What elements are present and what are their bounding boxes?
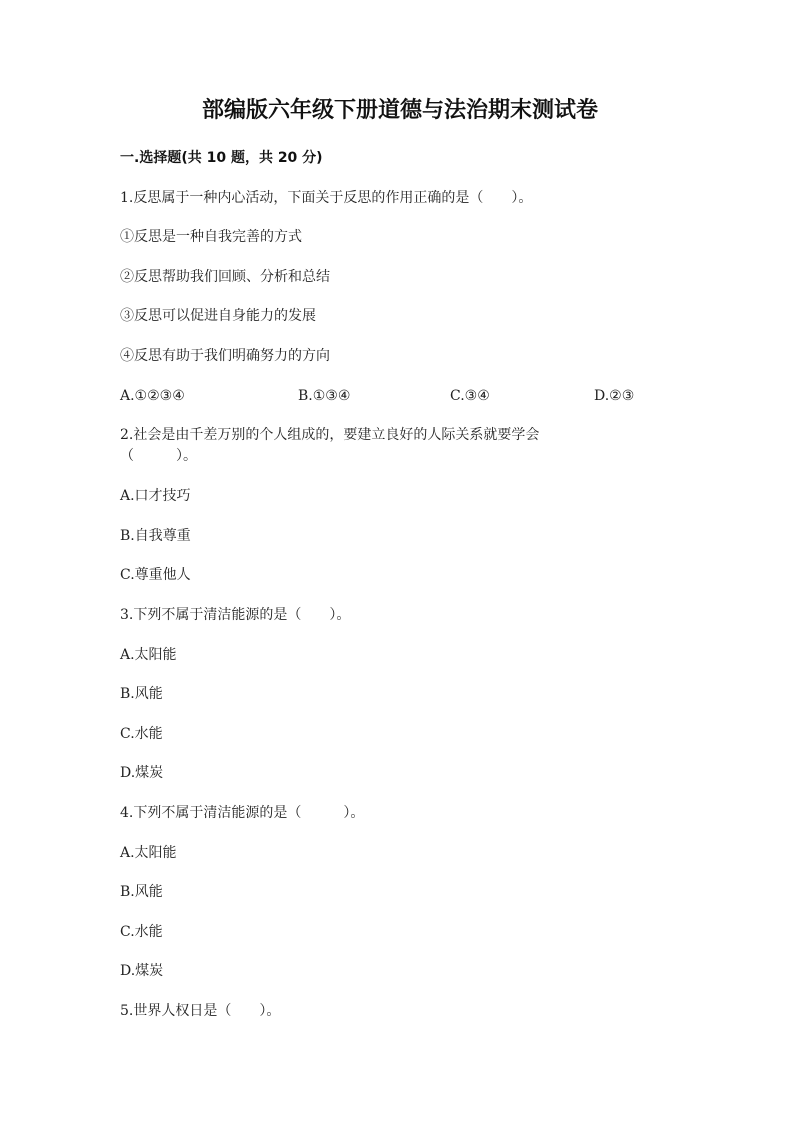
question-4-option-b: B.风能: [120, 884, 163, 900]
question-1-option-b: B.①③④: [298, 388, 351, 404]
section-header: 一.选择题(共 10 题，共 20 分): [120, 150, 323, 166]
question-1-stem: 1.反思属于一种内心活动，下面关于反思的作用正确的是（ ）。: [120, 190, 533, 206]
question-3-stem: 3.下列不属于清洁能源的是（ ）。: [120, 607, 351, 623]
question-5-stem: 5.世界人权日是（ ）。: [120, 1003, 281, 1019]
question-4-option-d: D.煤炭: [120, 963, 164, 979]
question-1-statement-1: ①反思是一种自我完善的方式: [120, 229, 302, 245]
question-1-option-a: A.①②③④: [120, 388, 185, 404]
question-2-stem-line-1: 2.社会是由千差万别的个人组成的，要建立良好的人际关系就要学会: [120, 427, 540, 443]
question-4-stem: 4.下列不属于清洁能源的是（ ）。: [120, 805, 365, 821]
question-1-option-d: D.②③: [594, 388, 635, 404]
question-2-option-c: C.尊重他人: [120, 567, 191, 583]
question-2-option-a: A.口才技巧: [120, 488, 191, 504]
page-title: 部编版六年级下册道德与法治期末测试卷: [201, 98, 598, 123]
question-1-option-c: C.③④: [450, 388, 490, 404]
question-4-option-a: A.太阳能: [120, 845, 177, 861]
question-3-option-d: D.煤炭: [120, 765, 164, 781]
question-3-option-c: C.水能: [120, 726, 163, 742]
question-3-option-a: A.太阳能: [120, 647, 177, 663]
question-2-stem-line-2: （ ）。: [120, 448, 197, 464]
question-2-option-b: B.自我尊重: [120, 528, 191, 544]
question-3-option-b: B.风能: [120, 686, 163, 702]
question-4-option-c: C.水能: [120, 924, 163, 940]
question-1-statement-3: ③反思可以促进自身能力的发展: [120, 308, 316, 324]
question-1-statement-4: ④反思有助于我们明确努力的方向: [120, 348, 330, 364]
question-1-statement-2: ②反思帮助我们回顾、分析和总结: [120, 269, 330, 285]
